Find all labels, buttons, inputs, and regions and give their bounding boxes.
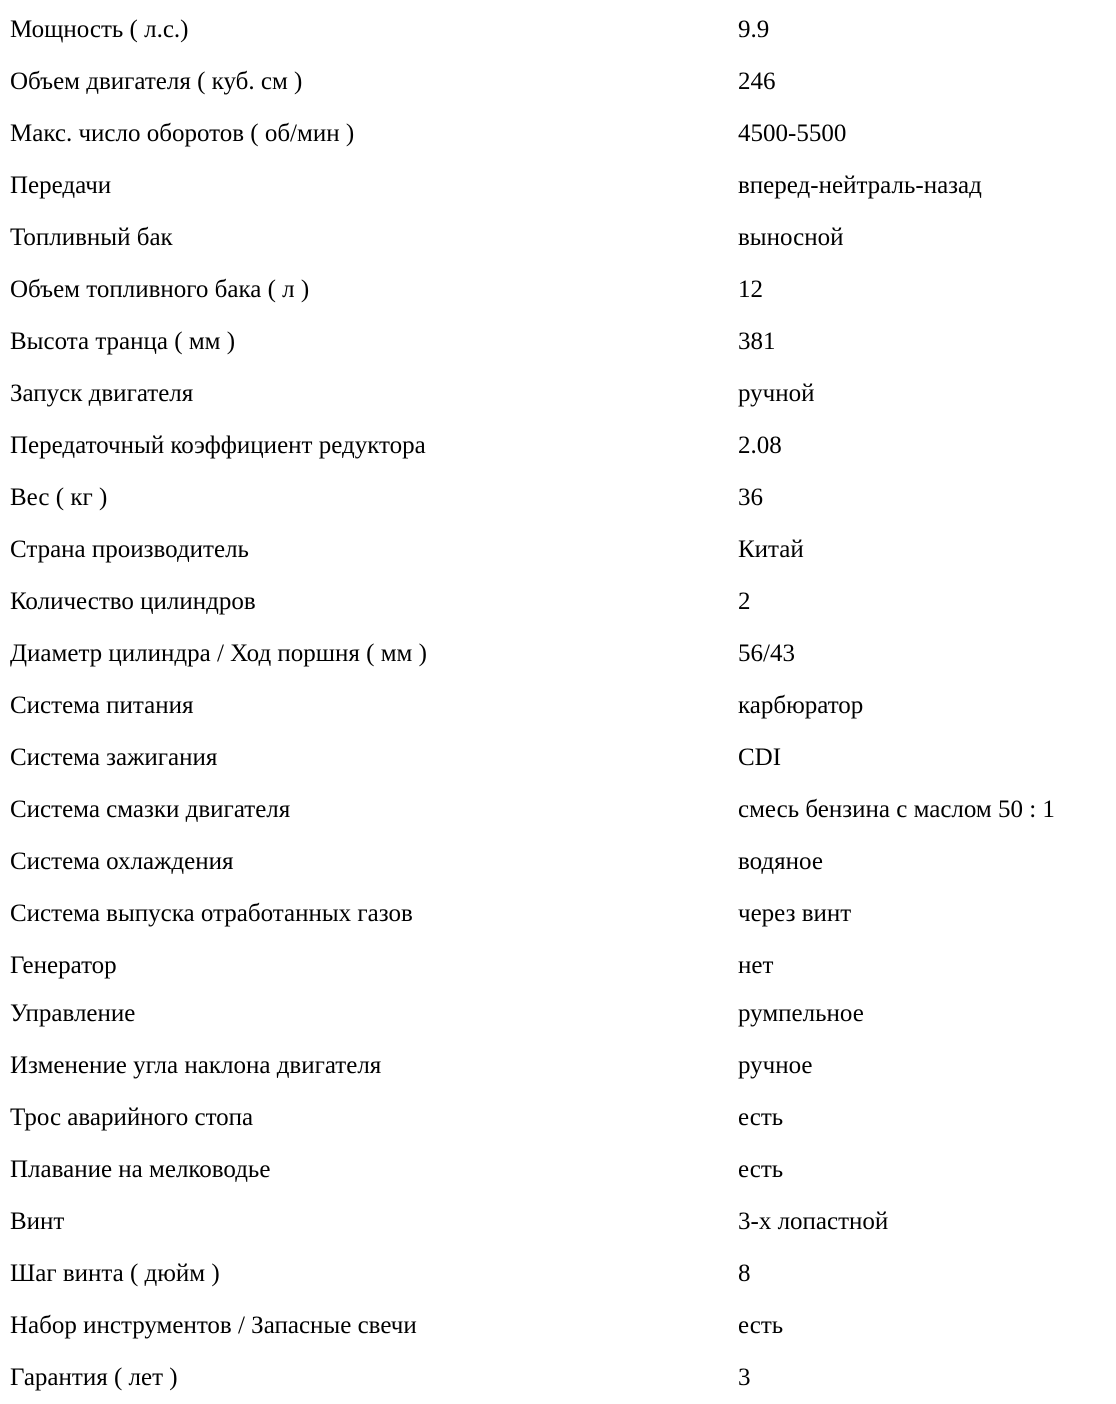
spec-label: Изменение угла наклона двигателя xyxy=(10,1052,382,1079)
spec-row xyxy=(0,368,1116,420)
spec-value: 8 xyxy=(738,1260,751,1287)
spec-row xyxy=(0,264,1116,316)
spec-label: Винт xyxy=(10,1208,65,1235)
spec-label: Количество цилиндров xyxy=(10,588,256,615)
spec-value: 3-х лопастной xyxy=(738,1208,889,1235)
spec-row xyxy=(0,1144,1116,1196)
spec-value: 2.08 xyxy=(738,432,782,459)
spec-row xyxy=(0,108,1116,160)
spec-label: Управление xyxy=(10,1000,136,1027)
spec-row xyxy=(0,56,1116,108)
spec-value: 4500-5500 xyxy=(738,120,847,147)
spec-value: смесь бензина с маслом 50 : 1 xyxy=(738,796,1055,823)
spec-row xyxy=(0,160,1116,212)
spec-label: Передаточный коэффициент редуктора xyxy=(10,432,426,459)
spec-value: есть xyxy=(738,1104,784,1131)
spec-label: Трос аварийного стопа xyxy=(10,1104,254,1131)
spec-label: Объем двигателя ( куб. см ) xyxy=(10,68,303,95)
spec-value: 12 xyxy=(738,276,763,303)
spec-value: CDI xyxy=(738,744,782,771)
spec-value: нет xyxy=(738,952,774,979)
spec-row xyxy=(0,732,1116,784)
spec-value: румпельное xyxy=(738,1000,864,1027)
spec-label: Мощность ( л.с.) xyxy=(10,16,189,43)
spec-row xyxy=(0,1352,1116,1404)
spec-label: Генератор xyxy=(10,952,117,979)
spec-row xyxy=(0,1196,1116,1248)
spec-value: есть xyxy=(738,1156,784,1183)
spec-label: Гарантия ( лет ) xyxy=(10,1364,178,1391)
spec-label: Высота транца ( мм ) xyxy=(10,328,236,355)
spec-row xyxy=(0,680,1116,732)
spec-value: 3 xyxy=(738,1364,751,1391)
spec-label: Топливный бак xyxy=(10,224,173,251)
spec-row xyxy=(0,420,1116,472)
spec-row xyxy=(0,212,1116,264)
spec-value: 2 xyxy=(738,588,751,615)
spec-value: выносной xyxy=(738,224,844,251)
spec-value: Китай xyxy=(738,536,804,563)
spec-value: 381 xyxy=(738,328,776,355)
spec-value: ручное xyxy=(738,1052,813,1079)
spec-row xyxy=(0,1040,1116,1092)
spec-row xyxy=(0,316,1116,368)
spec-label: Страна производитель xyxy=(10,536,249,563)
spec-value: через винт xyxy=(738,900,852,927)
spec-label: Плавание на мелководье xyxy=(10,1156,271,1183)
spec-label: Макс. число оборотов ( об/мин ) xyxy=(10,120,355,147)
spec-value: 36 xyxy=(738,484,763,511)
spec-label: Система смазки двигателя xyxy=(10,796,291,823)
spec-row xyxy=(0,836,1116,888)
spec-label: Система охлаждения xyxy=(10,848,234,875)
spec-row xyxy=(0,1300,1116,1352)
spec-label: Шаг винта ( дюйм ) xyxy=(10,1260,220,1287)
spec-label: Диаметр цилиндра / Ход поршня ( мм ) xyxy=(10,640,427,667)
spec-row xyxy=(0,1092,1116,1144)
spec-value: есть xyxy=(738,1312,784,1339)
spec-label: Система выпуска отработанных газов xyxy=(10,900,413,927)
spec-label: Передачи xyxy=(10,172,112,199)
spec-row xyxy=(0,888,1116,940)
spec-row xyxy=(0,988,1116,1040)
spec-value: карбюратор xyxy=(738,692,864,719)
spec-value: 9.9 xyxy=(738,16,770,43)
spec-label: Набор инструментов / Запасные свечи xyxy=(10,1312,417,1339)
spec-row xyxy=(0,524,1116,576)
spec-value: 56/43 xyxy=(738,640,795,667)
spec-row xyxy=(0,940,1116,992)
spec-label: Система питания xyxy=(10,692,194,719)
spec-value: вперед-нейтраль-назад xyxy=(738,172,982,199)
spec-row xyxy=(0,628,1116,680)
spec-value: ручной xyxy=(738,380,815,407)
spec-row xyxy=(0,1248,1116,1300)
spec-row xyxy=(0,784,1116,836)
spec-label: Вес ( кг ) xyxy=(10,484,108,511)
spec-row xyxy=(0,4,1116,56)
spec-label: Объем топливного бака ( л ) xyxy=(10,276,310,303)
spec-row xyxy=(0,576,1116,628)
spec-row xyxy=(0,472,1116,524)
spec-label: Система зажигания xyxy=(10,744,218,771)
spec-value: 246 xyxy=(738,68,776,95)
spec-label: Запуск двигателя xyxy=(10,380,194,407)
spec-value: водяное xyxy=(738,848,823,875)
